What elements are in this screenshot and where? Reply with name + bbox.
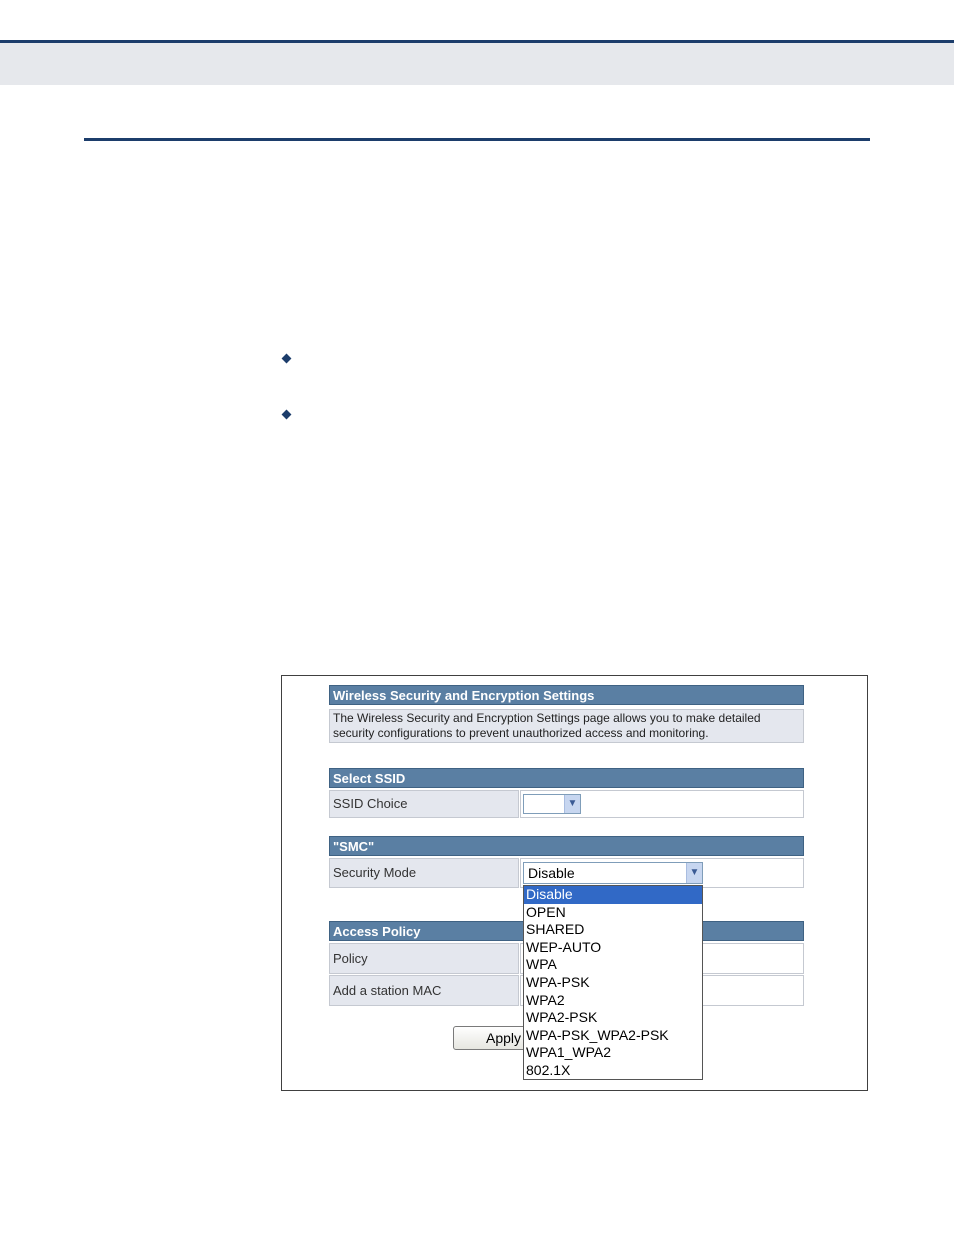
security-mode-dropdown	[523, 885, 703, 1080]
apply-button[interactable]: Apply	[453, 1026, 533, 1050]
security-mode-option[interactable]: WPA2	[526, 991, 565, 1008]
security-mode-value: Disable	[528, 865, 575, 881]
security-mode-option[interactable]: SHARED	[526, 921, 585, 938]
security-mode-option[interactable]: WPA1_WPA2	[526, 1044, 612, 1061]
panel-description: The Wireless Security and Encryption Settings page allows you to make detailed security configurations to prevent unauthorized access and monitoring.	[329, 709, 804, 743]
ssid-choice-label: SSID Choice	[329, 790, 519, 818]
ssid-section-header: "SMC"	[329, 836, 804, 856]
security-mode-option[interactable]: WPA-PSK	[526, 973, 590, 990]
section-rule	[84, 138, 870, 141]
chevron-down-icon[interactable]: ▼	[564, 795, 580, 813]
security-mode-label: Security Mode	[329, 858, 519, 888]
security-mode-option[interactable]: WEP-AUTO	[526, 938, 602, 955]
security-mode-option[interactable]: Disable	[524, 886, 702, 904]
security-mode-select[interactable]	[523, 862, 703, 884]
diamond-bullet-icon	[282, 410, 292, 420]
add-station-mac-label: Add a station MAC	[329, 975, 519, 1006]
panel-title: Wireless Security and Encryption Settings	[329, 685, 804, 705]
security-mode-option[interactable]: 802.1X	[526, 1061, 571, 1078]
policy-label: Policy	[329, 943, 519, 974]
select-ssid-header: Select SSID	[329, 768, 804, 788]
security-mode-option[interactable]: WPA2-PSK	[526, 1009, 598, 1026]
diamond-bullet-icon	[282, 354, 292, 364]
access-policy-header: Access Policy	[329, 921, 804, 941]
security-mode-option[interactable]: WPA-PSK_WPA2-PSK	[526, 1026, 669, 1043]
security-mode-option[interactable]: OPEN	[526, 903, 566, 920]
security-mode-option[interactable]: WPA	[526, 956, 557, 973]
chevron-down-icon[interactable]: ▼	[686, 863, 702, 883]
top-band	[0, 43, 954, 85]
ssid-choice-select[interactable]	[523, 794, 581, 814]
